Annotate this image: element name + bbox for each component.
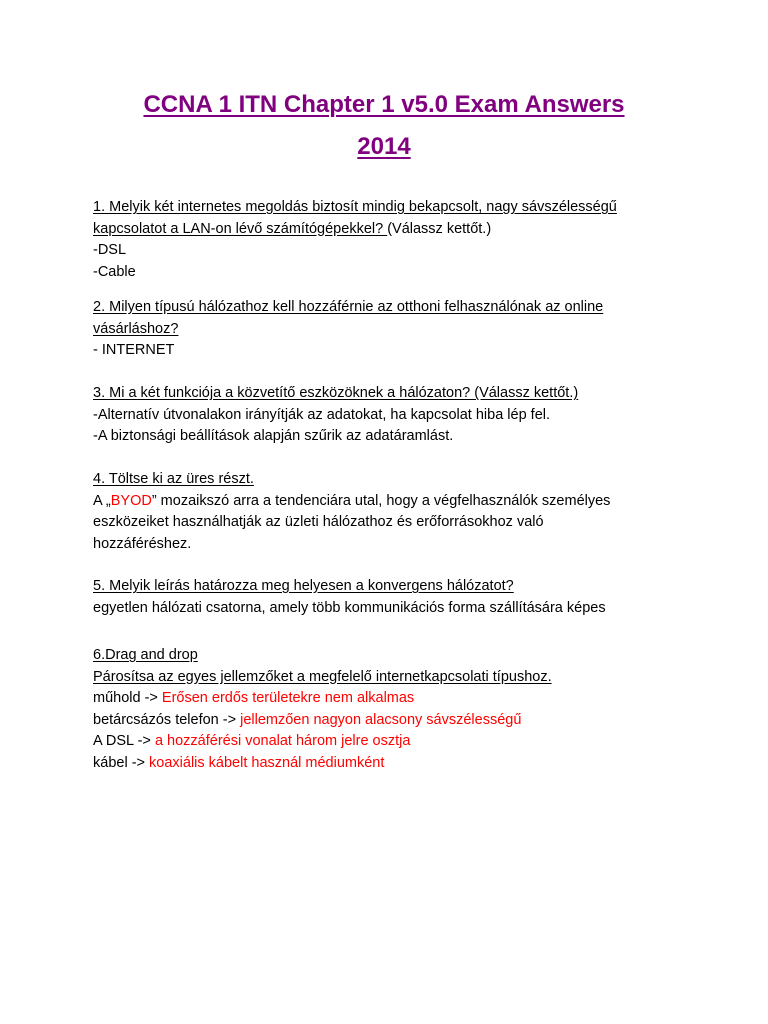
page-title-line-1: CCNA 1 ITN Chapter 1 v5.0 Exam Answers — [143, 91, 625, 118]
question-6-pair-1 — [93, 688, 693, 710]
question-6-pair-1-answer: Erősen erdős területekre nem alkalmas — [161, 690, 415, 706]
question-4-text: 4. Töltse ki az üres részt. — [93, 471, 254, 487]
question-4 — [93, 469, 693, 555]
question-6-pair-3 — [93, 731, 693, 753]
question-4-text-suffix: ” mozaikszó arra a tendenciára utal, hogy a végfelhasználók személyes — [151, 492, 611, 509]
question-6-pair-1-item: műhold -> — [93, 690, 162, 706]
page-title-line-2: 2014 — [357, 133, 411, 160]
question-3 — [93, 383, 693, 448]
question-4-answer: BYOD — [110, 492, 152, 509]
question-6-pair-2-answer: jellemzően nagyon alacsony sávszélességű — [240, 711, 522, 728]
question-2 — [93, 297, 693, 362]
question-5-text: 5. Melyik leírás határozza meg helyesen a konvergens hálózatot? — [93, 578, 514, 594]
question-6-title: 6.Drag and drop — [93, 647, 198, 663]
question-6-pair-4-item: kábel -> — [93, 754, 150, 771]
question-6-pair-2 — [93, 710, 693, 732]
question-5-answer: egyetlen hálózati csatorna, amely több kommunikációs forma szállítására képes — [93, 599, 606, 616]
question-4-text-prefix: A „ — [93, 492, 111, 509]
question-1-text-line-2: kapcsolatot a LAN-on lévő számítógépekkel? — [93, 220, 388, 237]
question-4-text-line-3: eszközeiket használhatják az üzleti hálózathoz és erőforrásokhoz való — [93, 514, 544, 530]
question-6-pair-2-item: betárcsázós telefon -> — [93, 711, 241, 728]
question-6-pair-3-item: A DSL -> — [93, 733, 155, 749]
question-1-instruction: (Válassz kettőt.) — [387, 220, 492, 237]
question-1-text-line-1: 1. Melyik két internetes megoldás biztosít mindig bekapcsolt, nagy sávszélességű — [93, 199, 617, 215]
question-3-text: 3. Mi a két funkciója a közvetítő eszközöknek a hálózaton? (Válassz kettőt.) — [93, 385, 579, 401]
question-2-text-line-2: vásárláshoz? — [93, 320, 179, 337]
question-1-answer-1: -DSL — [93, 242, 127, 258]
question-3-answer-1: -Alternatív útvonalakon irányítják az adatokat, ha kapcsolat hiba lép fel. — [93, 406, 551, 423]
question-4-text-line-4: hozzáféréshez. — [93, 535, 192, 552]
question-3-answer-2: -A biztonsági beállítások alapján szűrik az adatáramlást. — [93, 428, 454, 444]
question-1 — [93, 197, 693, 283]
question-2-answer: - INTERNET — [93, 342, 175, 358]
question-6 — [93, 645, 693, 774]
page-title — [80, 84, 688, 168]
question-1-answer-2: -Cable — [93, 263, 136, 280]
question-2-text-line-1: 2. Milyen típusú hálózathoz kell hozzáférnie az otthoni felhasználónak az online — [93, 299, 604, 315]
question-6-text: Párosítsa az egyes jellemzőket a megfelelő internetkapcsolati típushoz. — [93, 668, 552, 685]
question-6-pair-4 — [93, 753, 693, 775]
question-6-pair-3-answer: a hozzáférési vonalat három jelre osztja — [154, 733, 411, 749]
question-5 — [93, 576, 693, 619]
question-6-pair-4-answer: koaxiális kábelt használ médiumként — [149, 754, 385, 771]
